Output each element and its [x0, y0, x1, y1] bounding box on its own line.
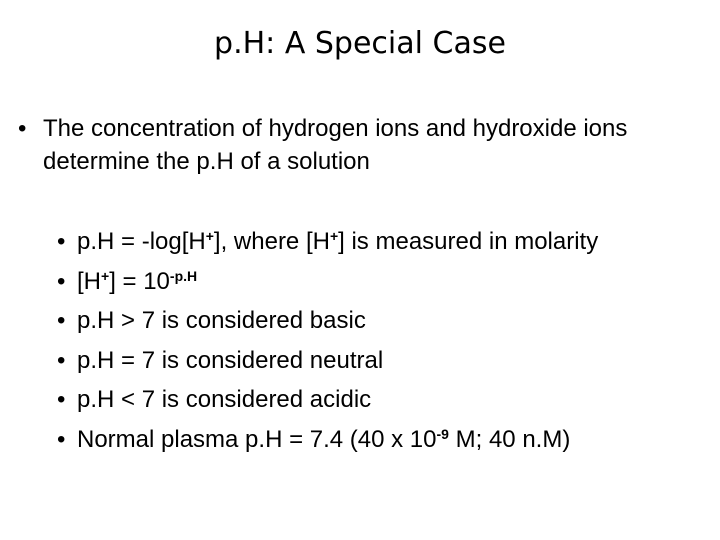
bullet-marker: • — [57, 228, 66, 255]
superscript: + — [205, 228, 214, 244]
main-bullet — [18, 112, 708, 178]
text-segment: ] = 10 — [109, 267, 170, 295]
sub-bullet-text — [77, 262, 197, 302]
text-segment: p.H > 7 is considered basic — [77, 307, 366, 334]
sub-bullet-list — [57, 222, 707, 459]
text-segment: M; 40 n.M) — [448, 425, 571, 453]
main-bullet-text: The concentration of hydrogen ions and hydroxide ions determine the p.H of a solution — [43, 115, 628, 175]
sub-bullet-text — [77, 341, 383, 381]
text-segment: ], where [H — [213, 228, 330, 255]
text-segment: p.H = -log[H — [77, 228, 206, 255]
bullet-marker: • — [57, 425, 66, 453]
sub-bullet-item — [57, 420, 707, 460]
sub-bullet-text — [77, 420, 570, 460]
bullet-marker: • — [57, 307, 66, 334]
sub-bullet-text — [77, 222, 598, 262]
text-segment: ] is measured in molarity — [338, 228, 599, 255]
text-segment: p.H = 7 is considered neutral — [77, 346, 384, 374]
text-segment: Normal plasma p.H = 7.4 (40 x 10 — [77, 425, 437, 453]
sub-bullet-item — [57, 301, 707, 341]
bullet-marker: • — [18, 115, 27, 142]
sub-bullet-text — [77, 380, 371, 420]
slide-title: p.H: A Special Case — [214, 26, 506, 61]
superscript: + — [329, 228, 339, 244]
sub-bullet-item — [57, 341, 707, 381]
text-segment: p.H < 7 is considered acidic — [77, 386, 372, 413]
sub-bullet-item — [57, 380, 707, 420]
sub-bullet-item — [57, 222, 707, 262]
superscript: + — [101, 267, 110, 284]
sub-bullet-text — [77, 301, 366, 341]
bullet-marker: • — [57, 346, 66, 374]
bullet-marker: • — [57, 386, 66, 413]
superscript: -p.H — [169, 267, 198, 284]
sub-bullet-item — [57, 262, 707, 302]
bullet-marker: • — [57, 267, 66, 295]
superscript: -9 — [436, 425, 449, 442]
text-segment: [H — [77, 267, 101, 295]
